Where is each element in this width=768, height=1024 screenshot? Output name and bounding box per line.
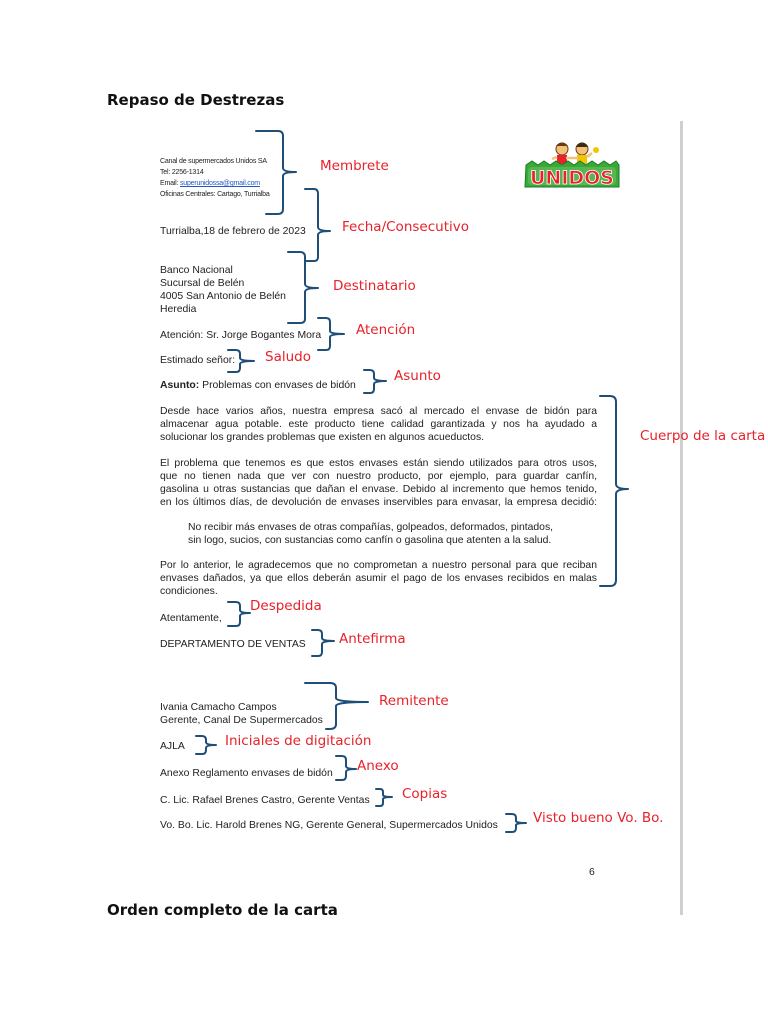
page-number: 6 [589,867,595,878]
letterhead-email-link[interactable]: superunidossa@gmail.com [180,180,260,187]
subject-label: Asunto: [160,380,200,391]
letterhead-phone: Tel: 2256-1314 [160,169,204,176]
body-line: almacenar agua potable. este producto tiene calidad garantizada y nos ha ayudado a [160,419,597,430]
vobo-line: Vo. Bo. Lic. Harold Brenes NG, Gerente General, Supermercados Unidos [160,820,498,831]
attention-line: Atención: Sr. Jorge Bogantes Mora [160,330,322,341]
closing-line: Atentamente, [160,613,222,624]
recipient-line: Heredia [160,304,197,315]
body-line: gasolina u otras sustancias que dañan el envase. Debido al incremento que hemos tenido, [160,484,597,495]
bracket-destinatario [288,252,318,323]
annotation-visto-bueno: Visto bueno Vo. Bo. [533,810,664,826]
bracket-anexo [336,756,356,780]
department-line: DEPARTAMENTO DE VENTAS [160,639,306,650]
body-line: en los últimos días, de devolución de envases inservibles para envasar, la empresa decidió: [160,497,597,508]
body-line: Por lo anterior, le agradecemos que no comprometan a nuestro personal para que reciban [160,560,597,571]
annex-line: Anexo Reglamento envases de bidón [160,768,333,779]
annotation-despedida: Despedida [250,598,322,614]
bracket-remitente [305,683,368,729]
recipient-line: Banco Nacional [160,265,233,276]
sender-title: Gerente, Canal De Supermercados [160,715,323,726]
annotation-fecha: Fecha/Consecutivo [342,219,469,235]
annotation-atencion: Atención [356,322,416,338]
bracket-fecha [305,189,330,261]
annotation-remitente: Remitente [379,693,449,709]
body-line: Desde hace varios años, nuestra empresa sacó al mercado el envase de bidón para [160,406,597,417]
annotation-copias: Copias [402,786,448,802]
subject-text: Problemas con envases de bidón [199,380,356,391]
body-line: que no tienen nada que ver con nuestro producto, por ejemplo, para guardar canfín, [160,471,597,482]
bracket-iniciales [196,736,216,754]
body-line: No recibir más envases de otras compañías, golpeados, deformados, pintados, [188,522,554,533]
bracket-saludo [228,350,254,372]
annotation-saludo: Saludo [265,349,311,365]
body-line: condiciones. [160,586,218,597]
bracket-antefirma [312,630,334,656]
annotation-membrete: Membrete [320,158,389,174]
bracket-vobo [506,814,526,832]
bracket-cuerpo [600,396,628,586]
bracket-atencion [318,318,344,350]
letterhead-email-label: Email: [160,180,179,187]
annotation-iniciales: Iniciales de digitación [225,733,372,749]
sender-name: Ivania Camacho Campos [160,702,277,713]
annotation-asunto: Asunto [394,368,441,384]
section-heading-top: Repaso de Destrezas [107,91,285,109]
section-heading-bottom: Orden completo de la carta [107,901,338,919]
body-line: sin logo, sucios, con sustancias como canfín o gasolina que atenten a la salud. [188,535,552,546]
bracket-asunto [364,370,386,393]
annotation-destinatario: Destinatario [333,278,416,294]
annotation-anexo: Anexo [357,758,399,774]
body-line: envases dañados, ya que ellos deberán asumir el pago de los envases recibidos en malas [160,573,597,584]
bracket-copias [376,789,392,806]
letter-date: Turrialba,18 de febrero de 2023 [160,226,306,237]
body-line: El problema que tenemos es que estos envases están siendo utilizados para otros usos, [160,458,597,469]
logo-text: UNIDOS [529,167,615,189]
greeting-line: Estimado señor: [160,355,236,366]
recipient-line: Sucursal de Belén [160,278,245,289]
letterhead-company: Canal de supermercados Unidos SA [160,158,267,165]
letterhead-address: Oficinas Centrales: Cartago, Turrialba [160,191,270,198]
bracket-despedida [228,602,250,626]
copies-line: C. Lic. Rafael Brenes Castro, Gerente Ventas [160,795,370,806]
bracket-membrete [256,131,296,214]
recipient-line: 4005 San Antonio de Belén [160,291,286,302]
annotation-cuerpo: Cuerpo de la carta [640,428,766,444]
initials-line: AJLA [160,741,185,752]
annotation-antefirma: Antefirma [339,631,406,647]
body-line: solucionar los grandes problemas que existen en algunos acueductos. [160,432,485,443]
